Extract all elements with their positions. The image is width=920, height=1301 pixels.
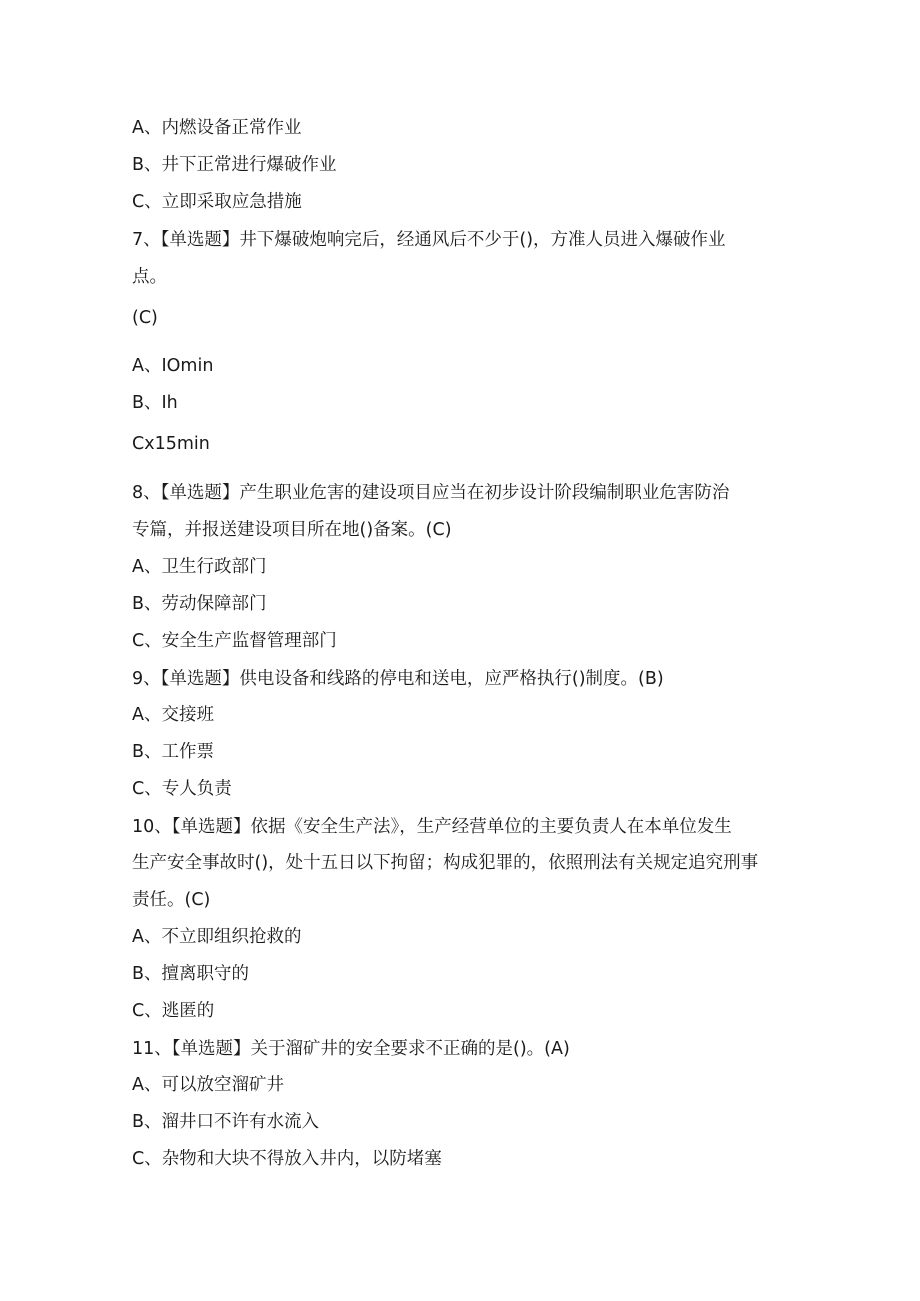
question-8-line-2: 专篇，并报送建设项目所在地()备案。(C) [132,520,452,540]
question-8-line-1: 8、【单选题】产生职业危害的建设项目应当在初步设计阶段编制职业危害防治 [132,483,730,503]
option-b-line: B、擅离职守的 [132,964,250,984]
option-c-line: Cx15min [132,434,210,454]
question-10-line-3: 责任。(C) [132,890,211,910]
question-10-line-2: 生产安全事故时()，处十五日以下拘留；构成犯罪的，依照刑法有关规定追究刑事 [132,853,759,873]
option-a-line: A、IOmin [132,356,214,376]
option-b-line: B、井下正常进行爆破作业 [132,155,337,175]
question-7-answer: (C) [132,308,158,328]
option-c-line: C、逃匿的 [132,1001,215,1021]
option-c-line: C、安全生产监督管理部门 [132,631,337,651]
option-c-line: C、专人负责 [132,779,232,799]
question-9-line-1: 9、【单选题】供电设备和线路的停电和送电，应严格执行()制度。(B) [132,669,664,689]
option-b-line: B、工作票 [132,742,215,762]
option-a-line: A、交接班 [132,705,214,725]
option-b-line: B、溜井口不许有水流入 [132,1112,320,1132]
question-7-line-1: 7、【单选题】井下爆破炮响完后，经通风后不少于()，方准人员进入爆破作业 [132,230,726,250]
option-a-line: A、不立即组织抢救的 [132,927,302,947]
question-7-line-2: 点。 [132,267,167,287]
option-b-line: B、劳动保障部门 [132,594,267,614]
option-c-line: C、杂物和大块不得放入井内，以防堵塞 [132,1149,442,1169]
option-a-line: A、卫生行政部门 [132,557,267,577]
option-a-line: A、可以放空溜矿井 [132,1075,284,1095]
option-b-line: B、Ih [132,393,178,413]
question-10-line-1: 10、【单选题】依据《安全生产法》，生产经营单位的主要负责人在本单位发生 [132,817,732,837]
option-a-line: A、内燃设备正常作业 [132,118,302,138]
option-c-line: C、立即采取应急措施 [132,192,302,212]
question-11-line-1: 11、【单选题】关于溜矿井的安全要求不正确的是()。(A) [132,1039,570,1059]
